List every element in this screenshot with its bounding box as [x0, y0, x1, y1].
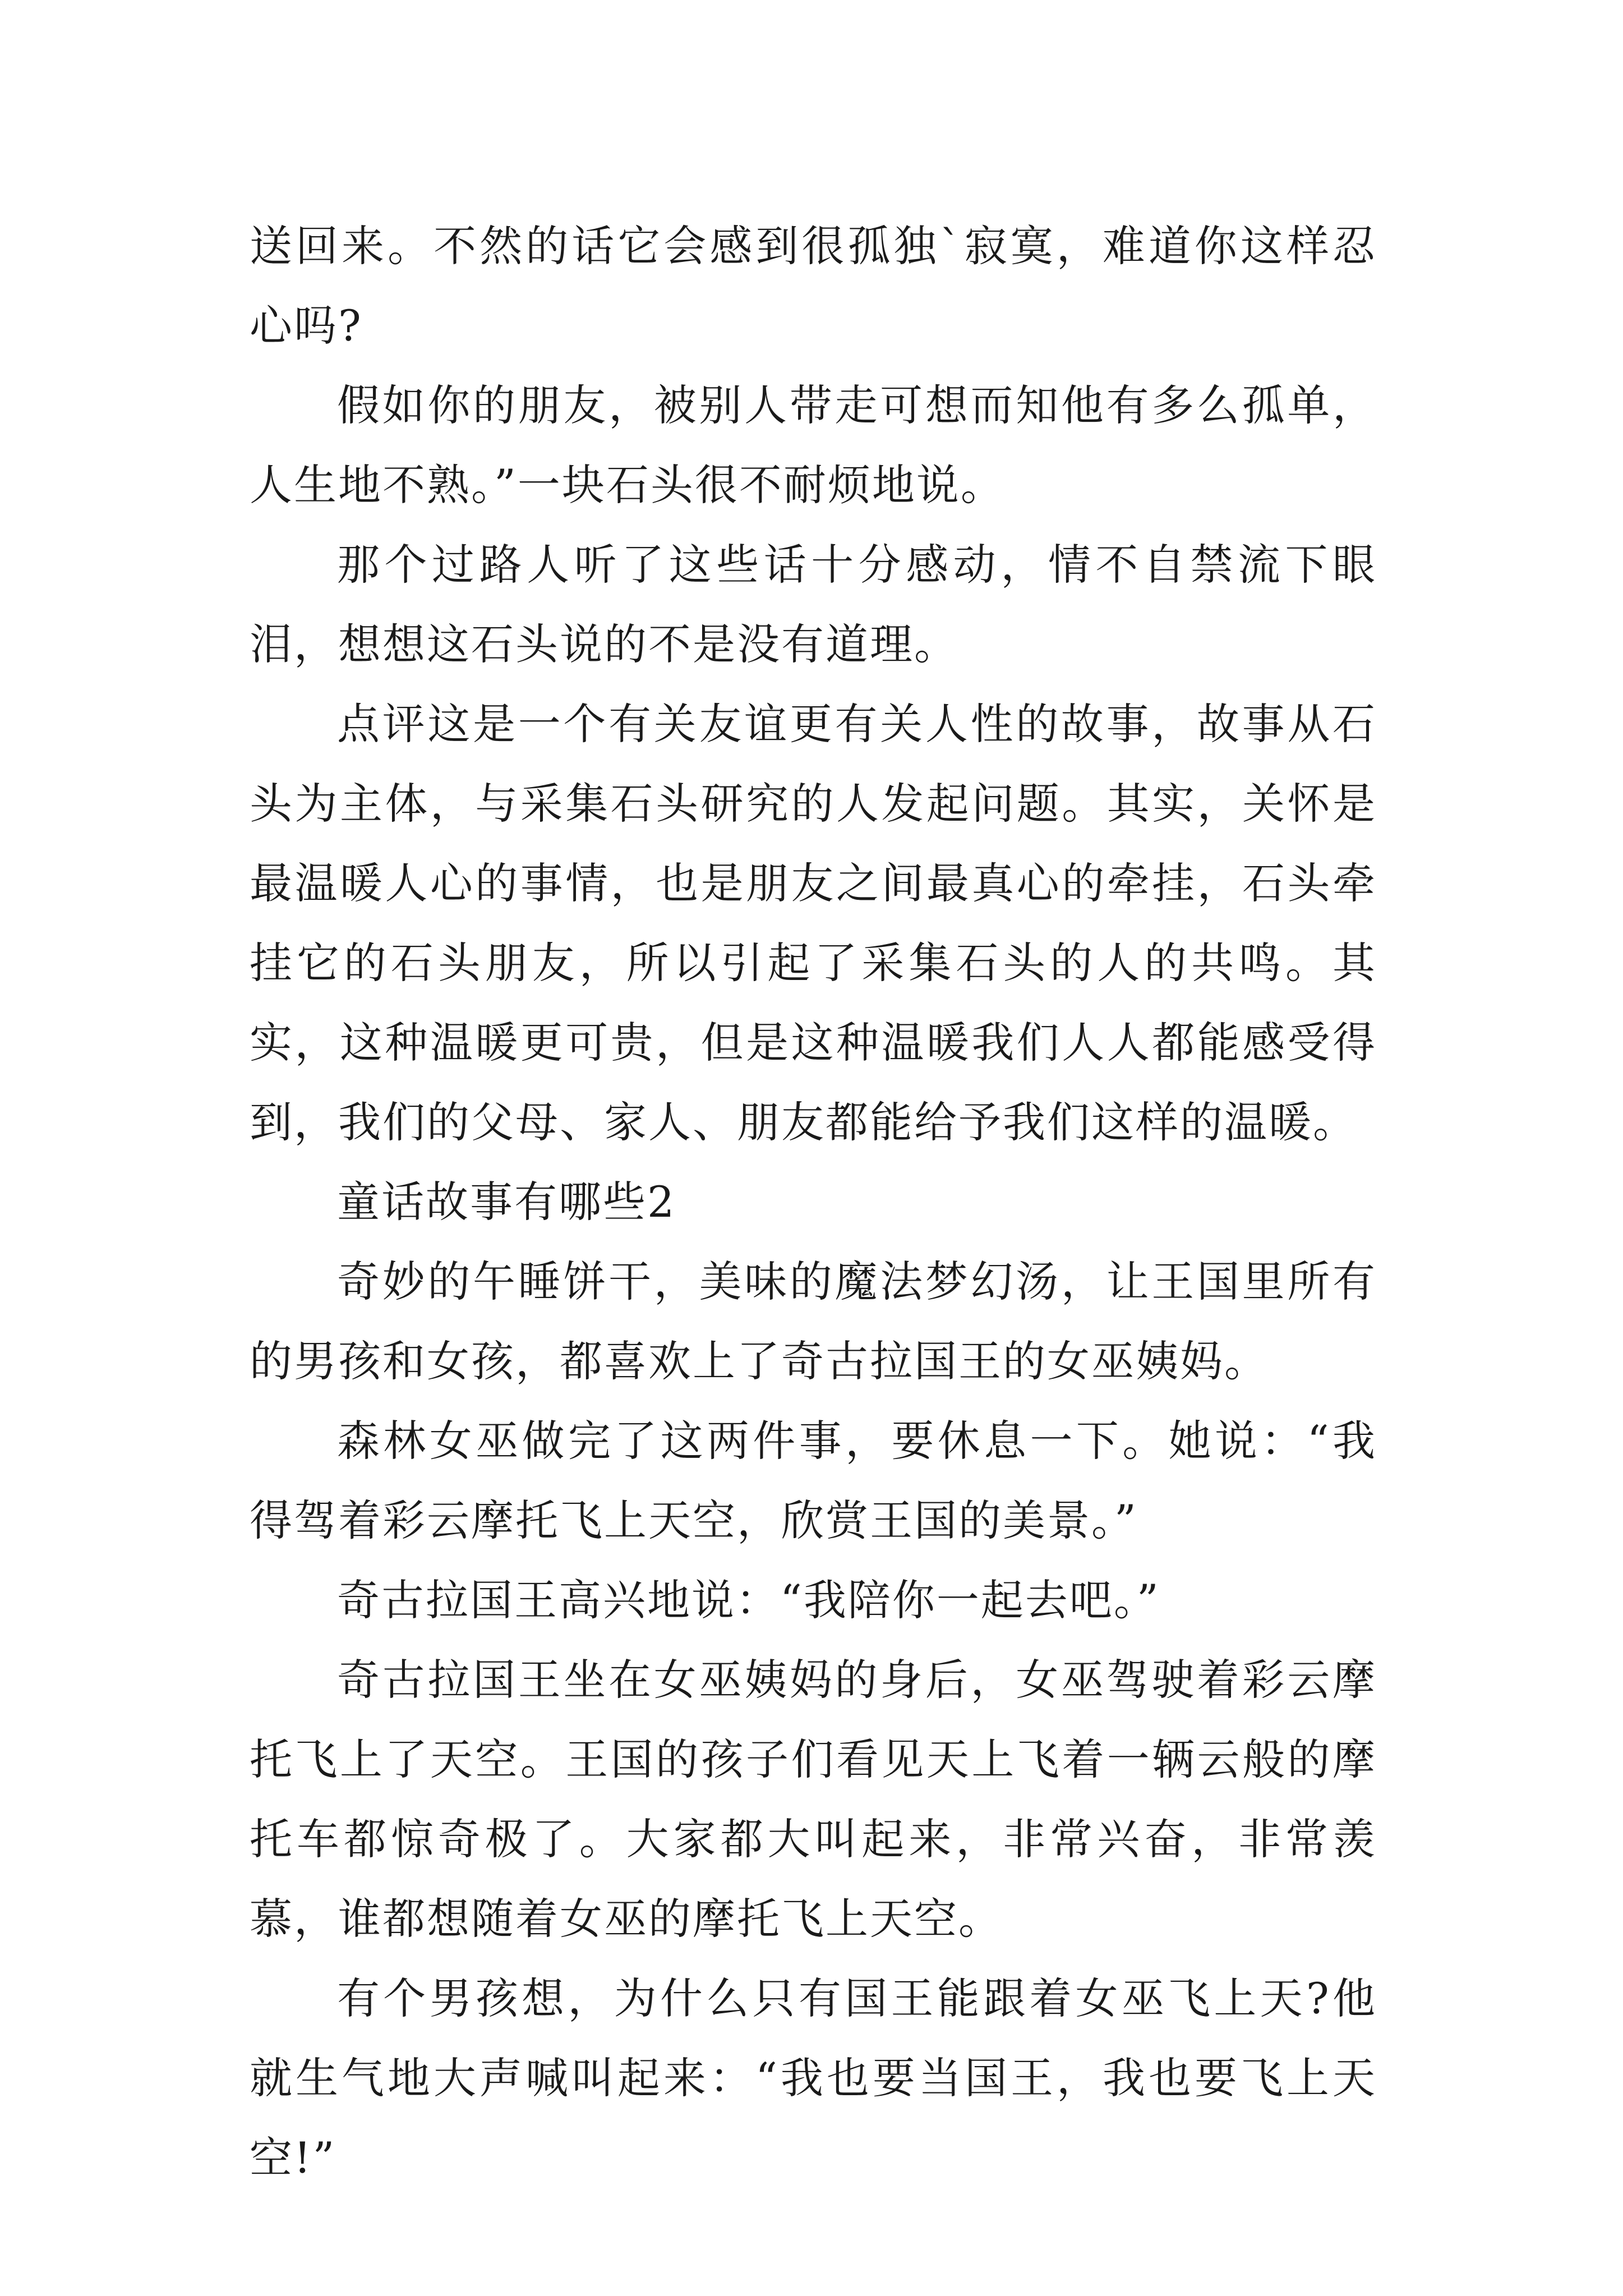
paragraph: 奇古拉国王高兴地说：“我陪你一起去吧。”	[337, 1575, 1160, 1625]
paragraph-commentary: 点评这是一个有关友谊更有关人性的故事，故事从石头为主体，与采集石头研究的人发起问题。其实，关怀是最温暖人心的事情，也是朋友之间最真心的牵挂，石头牵挂它的石头朋友，所以引起了采集石头的人的共鸣。其实，这种温暖更可贵，但是这种温暖我们人人都能感受得到，我们的父母、家人、朋友都能给予我们这样的温暖。	[250, 699, 1377, 1147]
section-heading: 童话故事有哪些2	[337, 1177, 676, 1227]
paragraph: 有个男孩想，为什么只有国王能跟着女巫飞上天?他就生气地大声喊叫起来：“我也要当国王，我也要飞上天空!”	[250, 1973, 1377, 2183]
document-body	[250, 206, 1377, 2198]
paragraph: 奇妙的午睡饼干，美味的魔法梦幻汤，让王国里所有的男孩和女孩，都喜欢上了奇古拉国王的女巫姨妈。	[250, 1257, 1377, 1386]
paragraph: 奇古拉国王坐在女巫姨妈的身后，女巫驾驶着彩云摩托飞上了天空。王国的孩子们看见天上飞着一辆云般的摩托车都惊奇极了。大家都大叫起来，非常兴奋，非常羡慕，谁都想随着女巫的摩托飞上天空。	[250, 1655, 1377, 1944]
paragraph: 森林女巫做完了这两件事，要休息一下。她说：“我得驾着彩云摩托飞上天空，欣赏王国的美景。”	[250, 1416, 1377, 1545]
paragraph-continuation: 送回来。不然的话它会感到很孤独`寂寞，难道你这样忍心吗?	[250, 221, 1377, 351]
paragraph: 那个过路人听了这些话十分感动，情不自禁流下眼泪，想想这石头说的不是没有道理。	[250, 540, 1377, 669]
paragraph: 假如你的朋友，被别人带走可想而知他有多么孤单，人生地不熟。”一块石头很不耐烦地说。	[250, 380, 1377, 510]
